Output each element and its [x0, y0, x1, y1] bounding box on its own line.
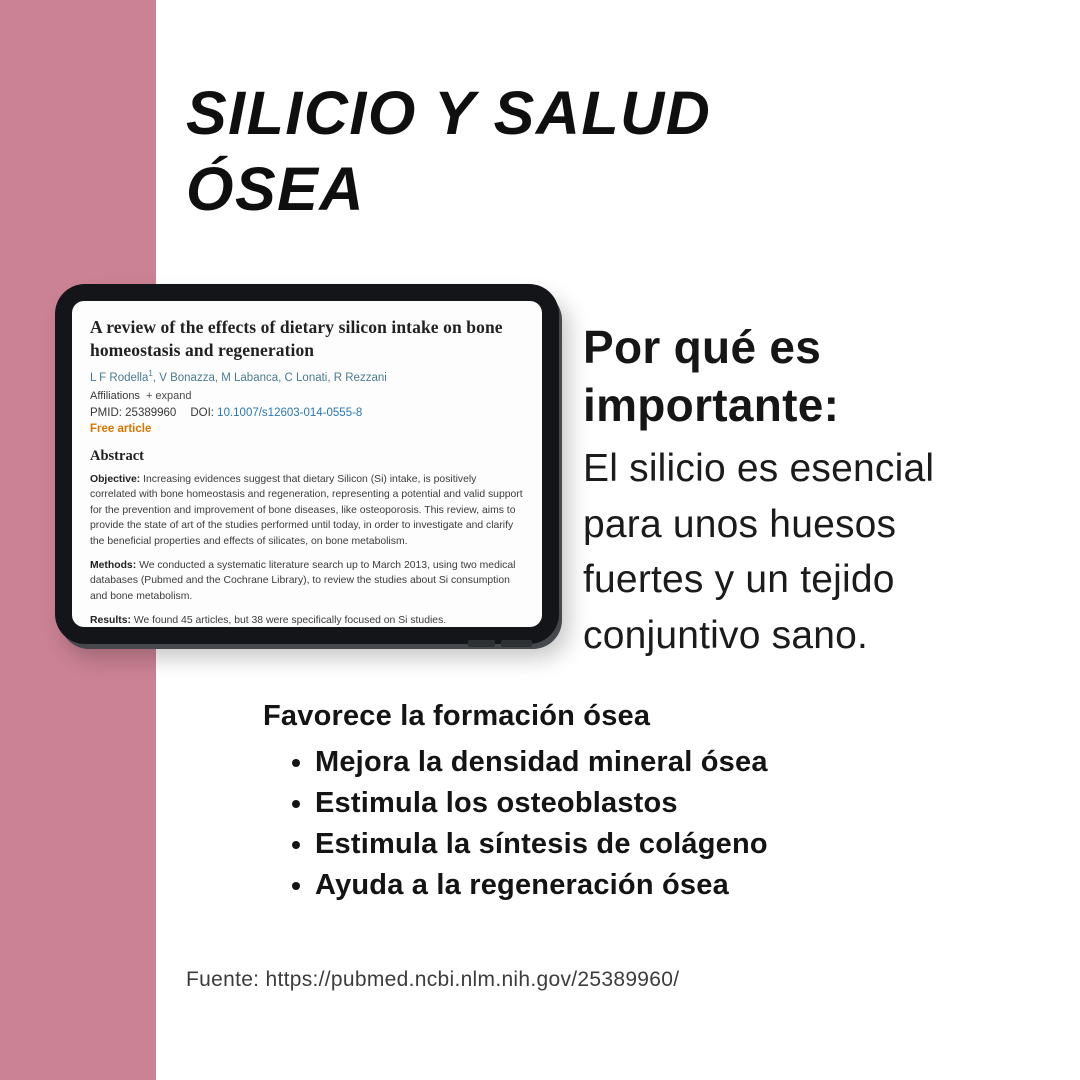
benefit-item: • Estimula la síntesis de colágeno [315, 824, 903, 865]
importance-body: El silicio es esencial para unos huesos fuertes y un tejido conjuntivo sano. [583, 446, 935, 658]
affiliations-expand-toggle[interactable]: + expand [145, 390, 192, 403]
benefits-heading: Favorece la formación ósea [263, 700, 651, 732]
abstract-results [90, 613, 524, 627]
methods-text: We conducted a systematic literature search up to March 2013, using two medical databases (Pubmed and the Cochrane Library), to review the studies about Si consumption and bone metabolism. [90, 559, 516, 602]
article-authors[interactable] [90, 369, 524, 384]
article-ids-row [90, 407, 524, 419]
source-line [186, 968, 679, 992]
objective-text: Increasing evidences suggest that dietary Silicon (Si) intake, is positively correlated with bone homeostasis and regeneration, representing a potential and valid support for the prevention and improvement of bone diseases, like osteoporosis. This review, aims to provide the state of art of the studies performed until today, in order to investigate and clarify the beneficial properties and effects of silicates, on bone metabolism. [90, 474, 523, 547]
benefit-item: • Estimula los osteoblastos [315, 783, 903, 824]
doi-label: DOI: [190, 407, 214, 420]
source-url: https://pubmed.ncbi.nlm.nih.gov/25389960/ [265, 968, 680, 991]
benefit-item: • Mejora la densidad mineral ósea [315, 742, 903, 783]
pmid-value: 25389960 [125, 407, 177, 420]
results-text: We found 45 articles, but 38 were specifically focused on Si studies. [131, 615, 447, 627]
authors-rest[interactable]: , V Bonazza, M Labanca, C Lonati, R Rezzani [152, 372, 387, 385]
abstract-heading: Abstract [90, 448, 144, 465]
doi-link[interactable]: 10.1007/s12603-014-0555-8 [217, 407, 363, 420]
results-label: Results: [90, 615, 131, 627]
source-label: Fuente: [186, 968, 260, 991]
page-title-line1: SILICIO Y SALUD [186, 79, 712, 147]
objective-label: Objective: [90, 474, 141, 486]
benefit-item: • Ayuda a la regeneración ósea [315, 865, 903, 906]
abstract-methods [90, 558, 524, 604]
benefits-block [263, 700, 903, 906]
affiliations-row [90, 390, 524, 402]
methods-label: Methods: [90, 559, 137, 571]
affiliations-label: Affiliations [90, 390, 140, 403]
free-article-badge: Free article [90, 423, 152, 436]
page-title [186, 76, 886, 227]
pubmed-article-screenshot [72, 301, 542, 627]
article-title: A review of the effects of dietary silicon intake on bone homeostasis and regeneration [90, 317, 503, 361]
benefits-list [263, 742, 903, 906]
tablet-frame [55, 284, 559, 644]
page-title-line2: ÓSEA [186, 154, 365, 223]
author-link[interactable]: L F Rodella [90, 372, 149, 385]
abstract-objective [90, 472, 524, 549]
importance-heading: Por qué es importante: [583, 321, 840, 432]
tablet-edge-button [468, 640, 495, 647]
author-affiliation-sup: 1 [148, 369, 153, 379]
tablet-edge-button [501, 640, 532, 647]
pmid-label: PMID: [90, 407, 122, 420]
importance-block [583, 318, 1007, 664]
